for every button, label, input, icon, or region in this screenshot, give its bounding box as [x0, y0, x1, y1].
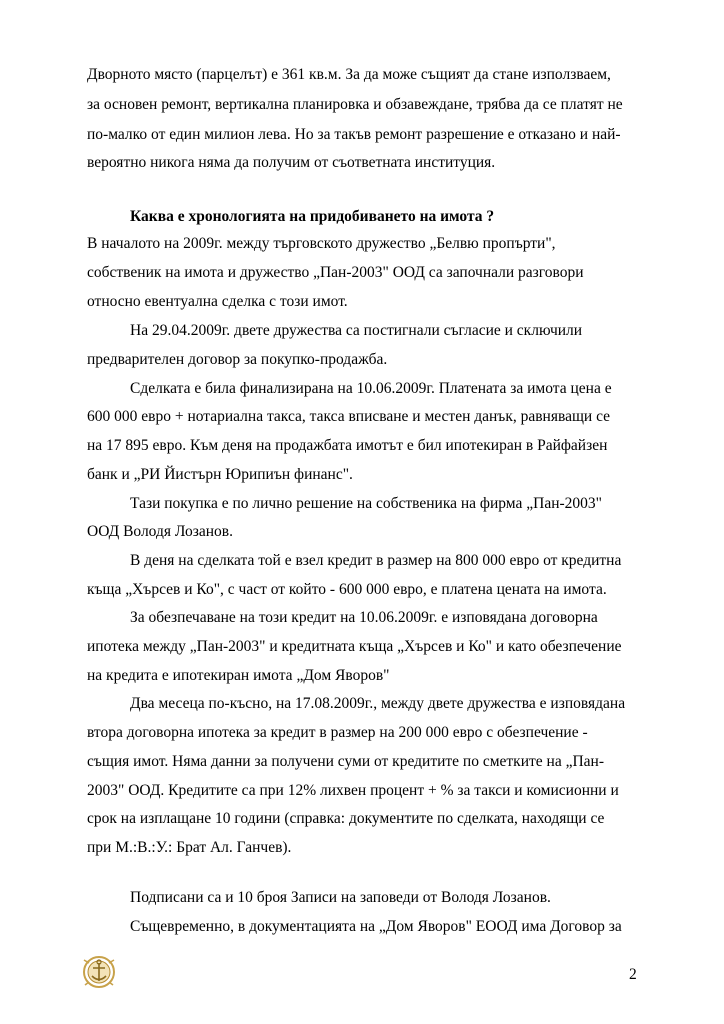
text-line: Тази покупка е по лично решение на собственика на фирма „Пан-2003": [130, 495, 602, 512]
text-line: Същевременно, в документацията на „Дом Яворов" ЕООД има Договор за: [130, 918, 622, 935]
text-line: ипотека между „Пан-2003" и кредитната къща „Хърсев и Ко" и като обезпечение: [87, 638, 622, 655]
text-line: За обезпечаване на този кредит на 10.06.2009г. е изповядана договорна: [130, 609, 598, 626]
text-line: вероятно никога няма да получим от съответната институция.: [87, 154, 496, 171]
text-line: срок на изплащане 10 години (справка: документите по сделката, находящи се: [87, 810, 605, 827]
text-line: 2003" ООД. Кредитите са при 12% лихвен процент + % за такси и комисионни и: [87, 782, 619, 799]
text-line: при М.:В.:У.: Брат Ал. Ганчев).: [87, 839, 292, 856]
text-line: В началото на 2009г. между търговското дружество „Белвю пропърти",: [87, 235, 556, 252]
text-line: същия имот. Няма данни за получени суми от кредитите по сметките на „Пан-: [87, 753, 604, 770]
page-number: 2: [629, 966, 637, 983]
text-line: банк и „РИ Йистърн Юрипиън финанс".: [87, 466, 353, 483]
text-line: относно евентуална сделка с този имот.: [87, 293, 348, 310]
text-line: на 17 895 евро. Към деня на продажбата имотът е бил ипотекиран в Райфайзен: [87, 437, 608, 454]
text-line: 600 000 евро + нотариална такса, такса вписване и местен данък, равняващи се: [87, 408, 611, 425]
text-line: На 29.04.2009г. двете дружества са постигнали съгласие и сключили: [130, 322, 583, 339]
text-line: втора договорна ипотека за кредит в размер на 200 000 евро с обезпечение -: [87, 724, 588, 741]
text-line: ООД Володя Лозанов.: [87, 523, 233, 540]
text-line: Два месеца по-късно, на 17.08.2009г., между двете дружества е изповядана: [130, 695, 626, 712]
text-line: предварителен договор за покупко-продажба.: [87, 351, 388, 368]
section-heading: Каква е хронологията на придобиването на имота ?: [130, 208, 495, 225]
text-line: Сделката е била финализирана на 10.06.2009г. Платената за имота цена е: [130, 380, 612, 397]
text-line: къща „Хърсев и Ко", с част от който - 600 000 евро, е платена цената на имота.: [87, 581, 607, 598]
text-line: на кредита е ипотекиран имота „Дом Яворов": [87, 667, 390, 684]
text-line: за основен ремонт, вертикална планировка и обзавеждане, трябва да се платят не: [87, 96, 623, 113]
text-line: Дворното място (парцелът) е 361 кв.м. За да може същият да стане използваем,: [87, 66, 611, 83]
text-line: В деня на сделката той е взел кредит в размер на 800 000 евро от кредитна: [130, 552, 622, 569]
text-line: Подписани са и 10 броя Записи на заповеди от Володя Лозанов.: [130, 889, 551, 906]
anchor-emblem-logo: [80, 952, 118, 992]
text-line: по-малко от един милион лева. Но за такъв ремонт разрешение е отказано и най-: [87, 126, 621, 143]
text-line: собственик на имота и дружество „Пан-2003" ООД са започнали разговори: [87, 264, 584, 281]
